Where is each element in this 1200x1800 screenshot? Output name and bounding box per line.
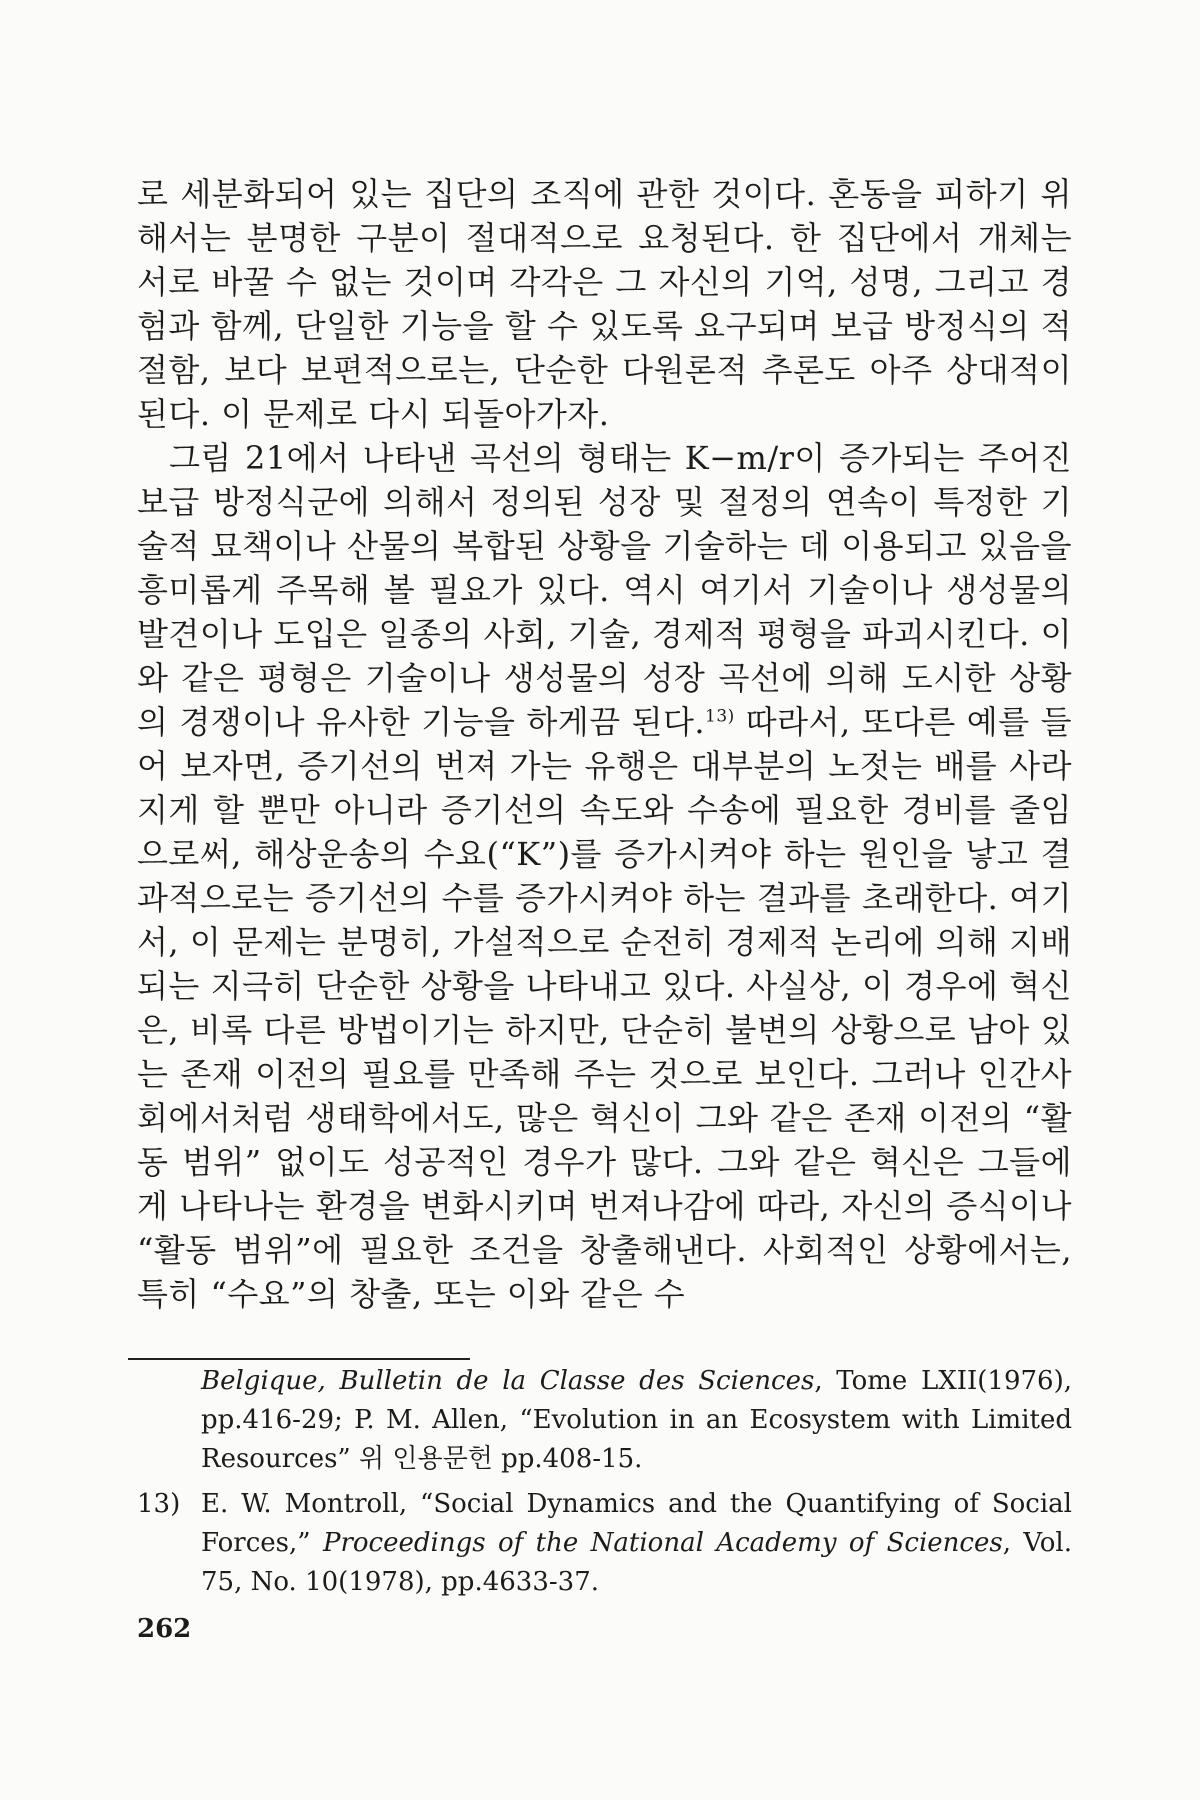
paragraph-1: 로 세분화되어 있는 집단의 조직에 관한 것이다. 혼동을 피하기 위해서는 분명한 구분이 절대적으로 요청된다. 한 집단에서 개체는 서로 바꿀 수 없는 것이며 각각은 그 자신의 기억, 성명, 그리고 경험과 함께, 단일한 기능을 할 수 있도록 요구되며 보급 방정식의 적절함, 보다 보편적으로는, 단순한 다원론적 추론도 아주 상대적이 된다. 이 문제로 다시 되돌아가자. (137, 175, 1072, 433)
footnote-cont-text: , Tome LXII(1976), pp.416-29; P. M. Allen, “Evolution in an Ecosystem with Limited Resources” 위 인용문헌 pp.408-15. (201, 1366, 1072, 1474)
footnote-13-journal: Proceedings of the National Academy of Sciences (322, 1528, 1003, 1558)
footnote-13-author: E. W. Montroll, “Social Dynamics and the Quantifying of Social Forces,” (201, 1489, 1072, 1558)
page-number: 262 (137, 1614, 192, 1644)
footnote-cont-journal: Belgique, Bulletin de la Classe des Sciences (201, 1366, 815, 1396)
body-text (137, 172, 1072, 1316)
footnotes (137, 1362, 1072, 1602)
footnote-13-details: , Vol. 75, No. 10(1978), pp.4633-37. (201, 1528, 1073, 1597)
footnote-rule (128, 1358, 470, 1360)
paragraph-2 (137, 436, 1072, 1316)
paragraph-2-text-b: 따라서, 또다른 예를 들어 보자면, 증기선의 번져 가는 유행은 대부분의 노젓는 배를 사라지게 할 뿐만 아니라 증기선의 속도와 수송에 필요한 경비를 줄임으로써, 해상운송의 수요(“K”)를 증가시켜야 하는 원인을 낳고 결과적으로는 증기선의 수를 증가시켜야 하는 결과를 초래한다. 여기서, 이 문제는 분명히, 가설적으로 순전히 경제적 논리에 의해 지배되는 지극히 단순한 상황을 나타내고 있다. 사실상, 이 경우에 혁신은, 비록 다른 방법이기는 하지만, 단순히 불변의 상황으로 남아 있는 존재 이전의 필요를 만족해 주는 것으로 보인다. 그러나 인간사회에서처럼 생태학에서도, 많은 혁신이 그와 같은 존재 이전의 “활동 범위” 없이도 성공적인 경우가 많다. 그와 같은 혁신은 그들에게 나타나는 환경을 변화시키며 번져나감에 따라, 자신의 증식이나 “활동 범위”에 필요한 조건을 창출해낸다. 사회적인 상황에서는, 특히 “수요”의 창출, 또는 이와 같은 수 (137, 703, 1072, 1313)
footnote-13 (137, 1485, 1072, 1602)
footnote-13-number: 13) (137, 1489, 181, 1519)
footnote-continuation (137, 1362, 1072, 1479)
paragraph-2-text-a: 그림 21에서 나타낸 곡선의 형태는 K−m/r이 증가되는 주어진 보급 방정식군에 의해서 정의된 성장 및 절정의 연속이 특정한 기술적 묘책이나 산물의 복합된 상황을 기술하는 데 이용되고 있음을 흥미롭게 주목해 볼 필요가 있다. 역시 여기서 기술이나 생성물의 발견이나 도입은 일종의 사회, 기술, 경제적 평형을 파괴시킨다. 이와 같은 평형은 기술이나 생성물의 성장 곡선에 의해 도시한 상황의 경쟁이나 유사한 기능을 하게끔 된다. (137, 439, 1072, 741)
footnote-ref-13: 13) (705, 706, 735, 727)
